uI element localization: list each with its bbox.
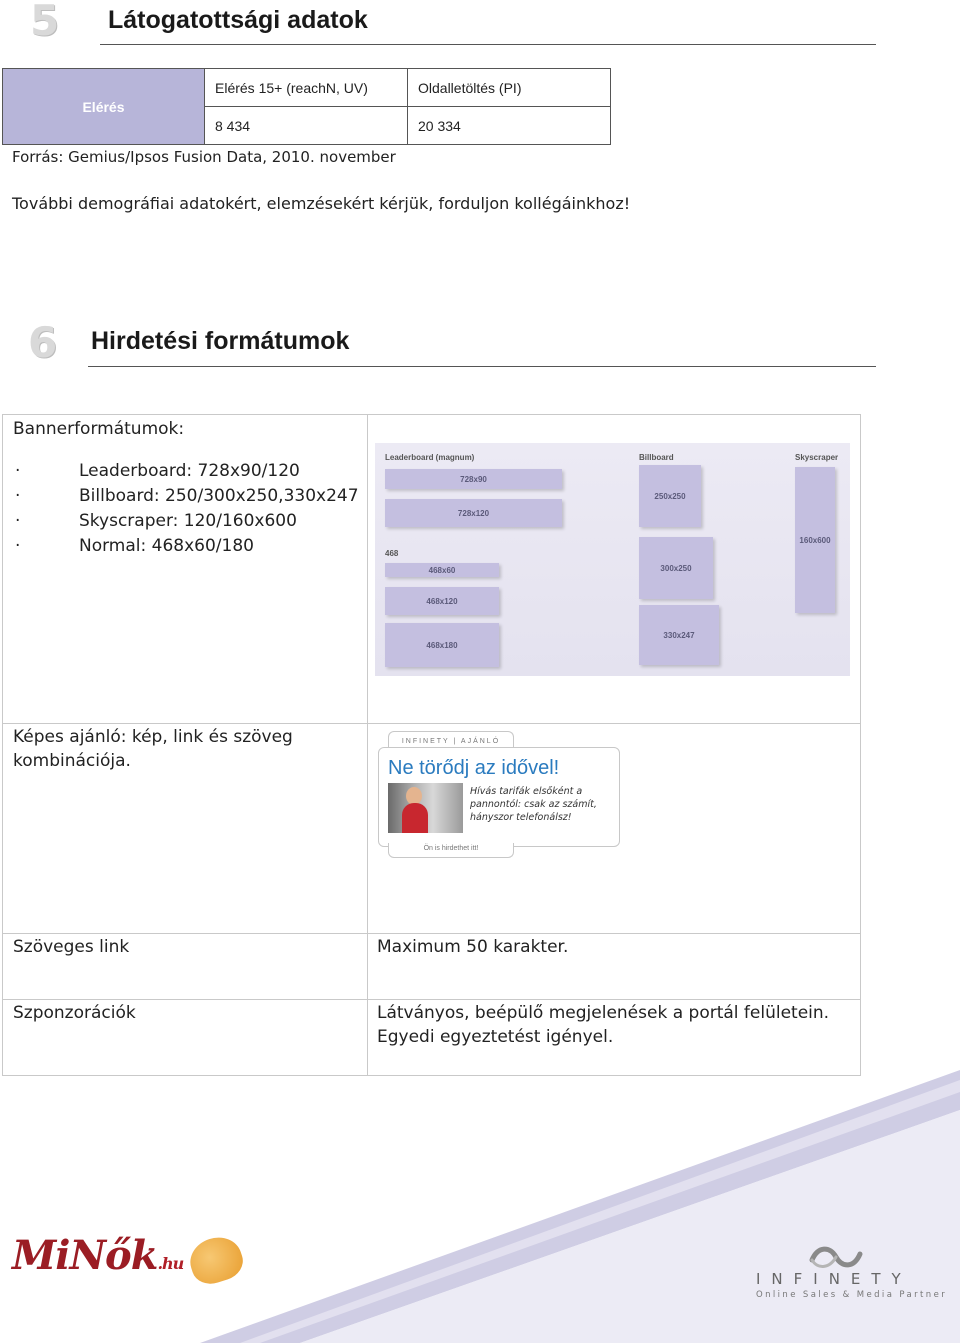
infinety-logo-name: INFINETY [756,1270,912,1288]
table-divider [3,933,860,934]
table-divider [3,723,860,724]
image-ad-sample[interactable] [378,727,620,859]
diagram-box-300x250: 300x250 [639,537,713,599]
reach-table [2,68,611,145]
reach-value-pi: 20 334 [408,107,611,145]
section-title-visitation: Látogatottsági adatok [108,6,368,34]
person-body-shape [402,803,428,833]
diagram-group-billboard: Billboard [639,453,674,462]
diagram-box-468x180: 468x180 [385,623,499,667]
text-link-value: Maximum 50 karakter. [377,937,569,957]
text-link-label: Szöveges link [13,937,130,957]
section-5-rule [100,44,876,45]
diagram-group-skyscraper: Skyscraper [795,453,839,462]
section-6-rule [88,366,876,367]
diagram-box-728x90: 728x90 [385,469,562,489]
section-number-6: 6 [28,318,58,367]
diagram-box-160x600: 160x600 [795,467,835,613]
list-item: · Normal: 468x60/180 [15,534,359,559]
sponsorship-label: Szponzorációk [13,1003,136,1023]
table-divider [3,999,860,1000]
image-ad-label: Képes ajánló: kép, link és szöveg kombinációja. [13,727,293,771]
minok-logo-text: MiNők [12,1232,158,1279]
contact-note: További demográfiai adatokért, elemzésekért kérjük, forduljon kollégáinkhoz! [12,194,631,213]
infinety-logo-tagline: Online Sales & Media Partner [756,1290,948,1300]
reach-value-uv: 8 434 [205,107,408,145]
minok-logo [12,1232,183,1279]
diagram-group-leaderboard: Leaderboard (magnum) [385,453,475,462]
reach-header-uv: Elérés 15+ (reachN, UV) [205,69,408,107]
diagram-box-468x120: 468x120 [385,587,499,615]
section-number-5: 5 [30,0,60,45]
banner-format-diagram [375,443,850,676]
diagram-group-normal: 468 [385,549,399,558]
sponsorship-value-line1: Látványos, beépülő megjelenések a portál felületein. [377,1003,830,1023]
data-source: Forrás: Gemius/Ipsos Fusion Data, 2010. november [12,148,396,166]
banner-formats-list [15,459,359,559]
ad-tab-header: INFINETY | AJÁNLÓ [388,731,514,752]
decorative-stripe [0,1070,960,1343]
ad-photo[interactable] [388,783,463,833]
infinety-logo-icon [808,1244,864,1270]
banner-formats-label: Bannerformátumok: [13,419,185,439]
sponsorship-value-line2: Egyedi egyeztetést igényel. [377,1027,614,1047]
ad-tab-footer[interactable]: Ön is hirdethet itt! [388,843,514,858]
list-item: · Skyscraper: 120/160x600 [15,509,359,534]
minok-logo-tld: .hu [157,1254,184,1273]
section-title-ad-formats: Hirdetési formátumok [91,327,350,355]
reach-header-pi: Oldalletöltés (PI) [408,69,611,107]
diagram-box-728x120: 728x120 [385,499,562,527]
list-item: · Billboard: 250/300x250,330x247 [15,484,359,509]
diagram-box-468x60: 468x60 [385,563,499,577]
diagram-box-330x247: 330x247 [639,605,719,665]
diagram-box-250x250: 250x250 [639,465,701,527]
ad-headline[interactable]: Ne törődj az idővel! [388,757,560,779]
ad-copy: Hívás tarifák elsőként a pannontól: csak az számít, hányszor telefonálsz! [470,786,597,823]
list-item: · Leaderboard: 728x90/120 [15,459,359,484]
reach-row-label: Elérés [3,69,205,145]
table-divider-vertical [367,415,368,1075]
